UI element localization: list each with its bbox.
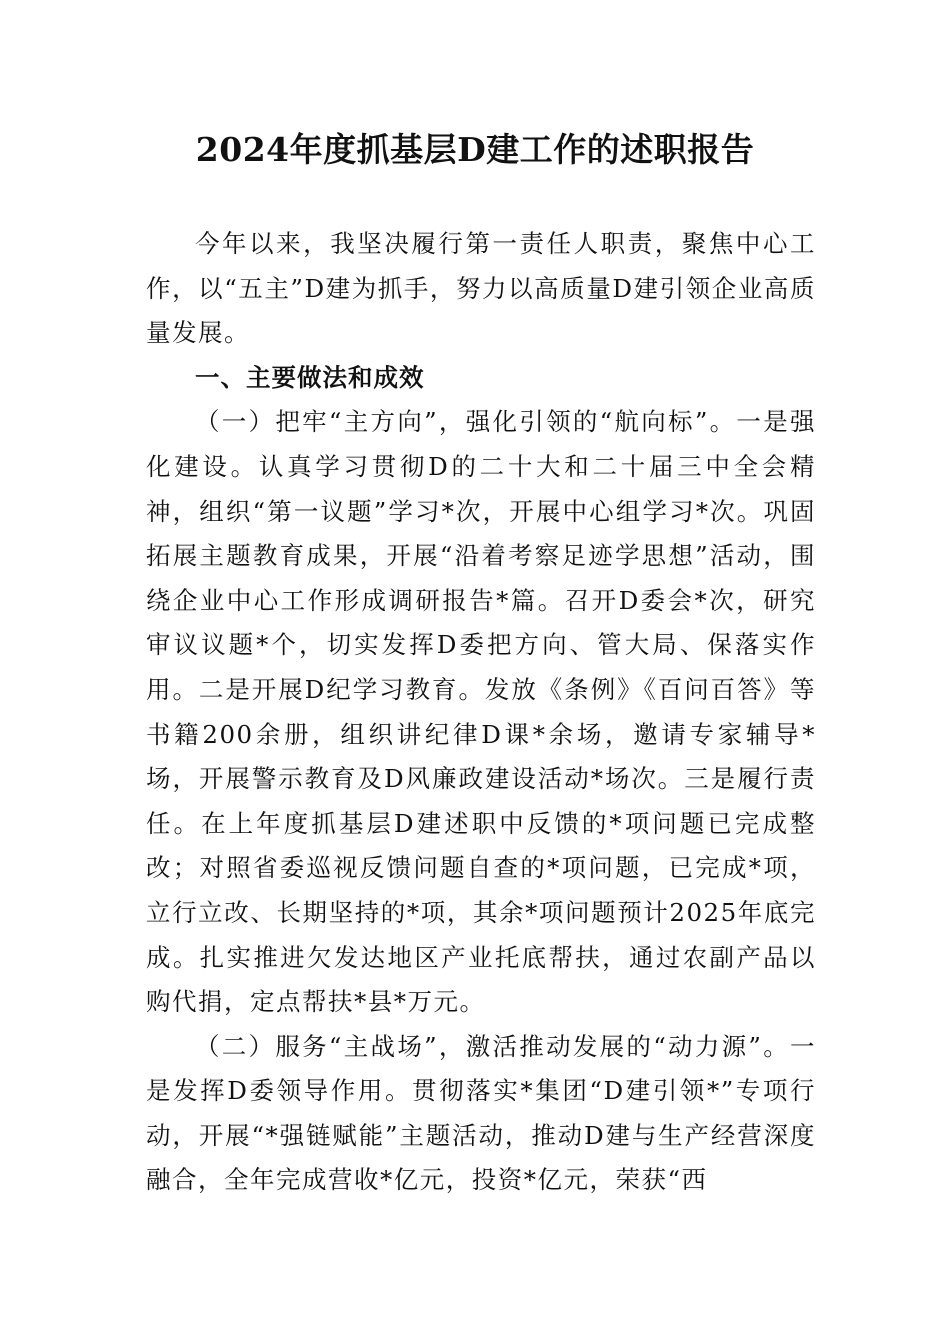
section-2-paragraph: （二）服务“主战场”，激活推动发展的“动力源”。一是发挥D委领导作用。贯彻落实*集团“D建引领*”专项行动，开展“*强链赋能”主题活动，推动D建与生产经营深度融合，全年完成营收*亿元，投资*亿元，荣获“西: [146, 1031, 816, 1195]
section-heading: 一、主要做法和成效: [195, 362, 425, 392]
document-body: [146, 222, 816, 1203]
intro-paragraph: 今年以来，我坚决履行第一责任人职责，聚焦中心工作，以“五主”D建为抓手，努力以高质量D建引领企业高质量发展。: [146, 229, 816, 348]
document-title: 2024年度抓基层D建工作的述职报告: [195, 130, 755, 169]
section-1-paragraph: （一）把牢“主方向”，强化引领的“航向标”。一是强化建设。认真学习贯彻D的二十大和二十届三中全会精神，组织“第一议题”学习*次，开展中心组学习*次。巩固拓展主题教育成果，开展“沿着考察足迹学思想”活动，围绕企业中心工作形成调研报告*篇。召开D委会*次，研究审议议题*个，切实发挥D委把方向、管大局、保落实作用。二是开展D纪学习教育。发放《条例》《百问百答》等书籍200余册，组织讲纪律D课*余场，邀请专家辅导*场，开展警示教育及D风廉政建设活动*场次。三是履行责任。在上年度抓基层D建述职中反馈的*项问题已完成整改；对照省委巡视反馈问题自查的*项问题，已完成*项，立行立改、长期坚持的*项，其余*项问题预计2025年底完成。扎实推进欠发达地区产业托底帮扶，通过农副产品以购代捐，定点帮扶*县*万元。: [146, 407, 816, 1017]
